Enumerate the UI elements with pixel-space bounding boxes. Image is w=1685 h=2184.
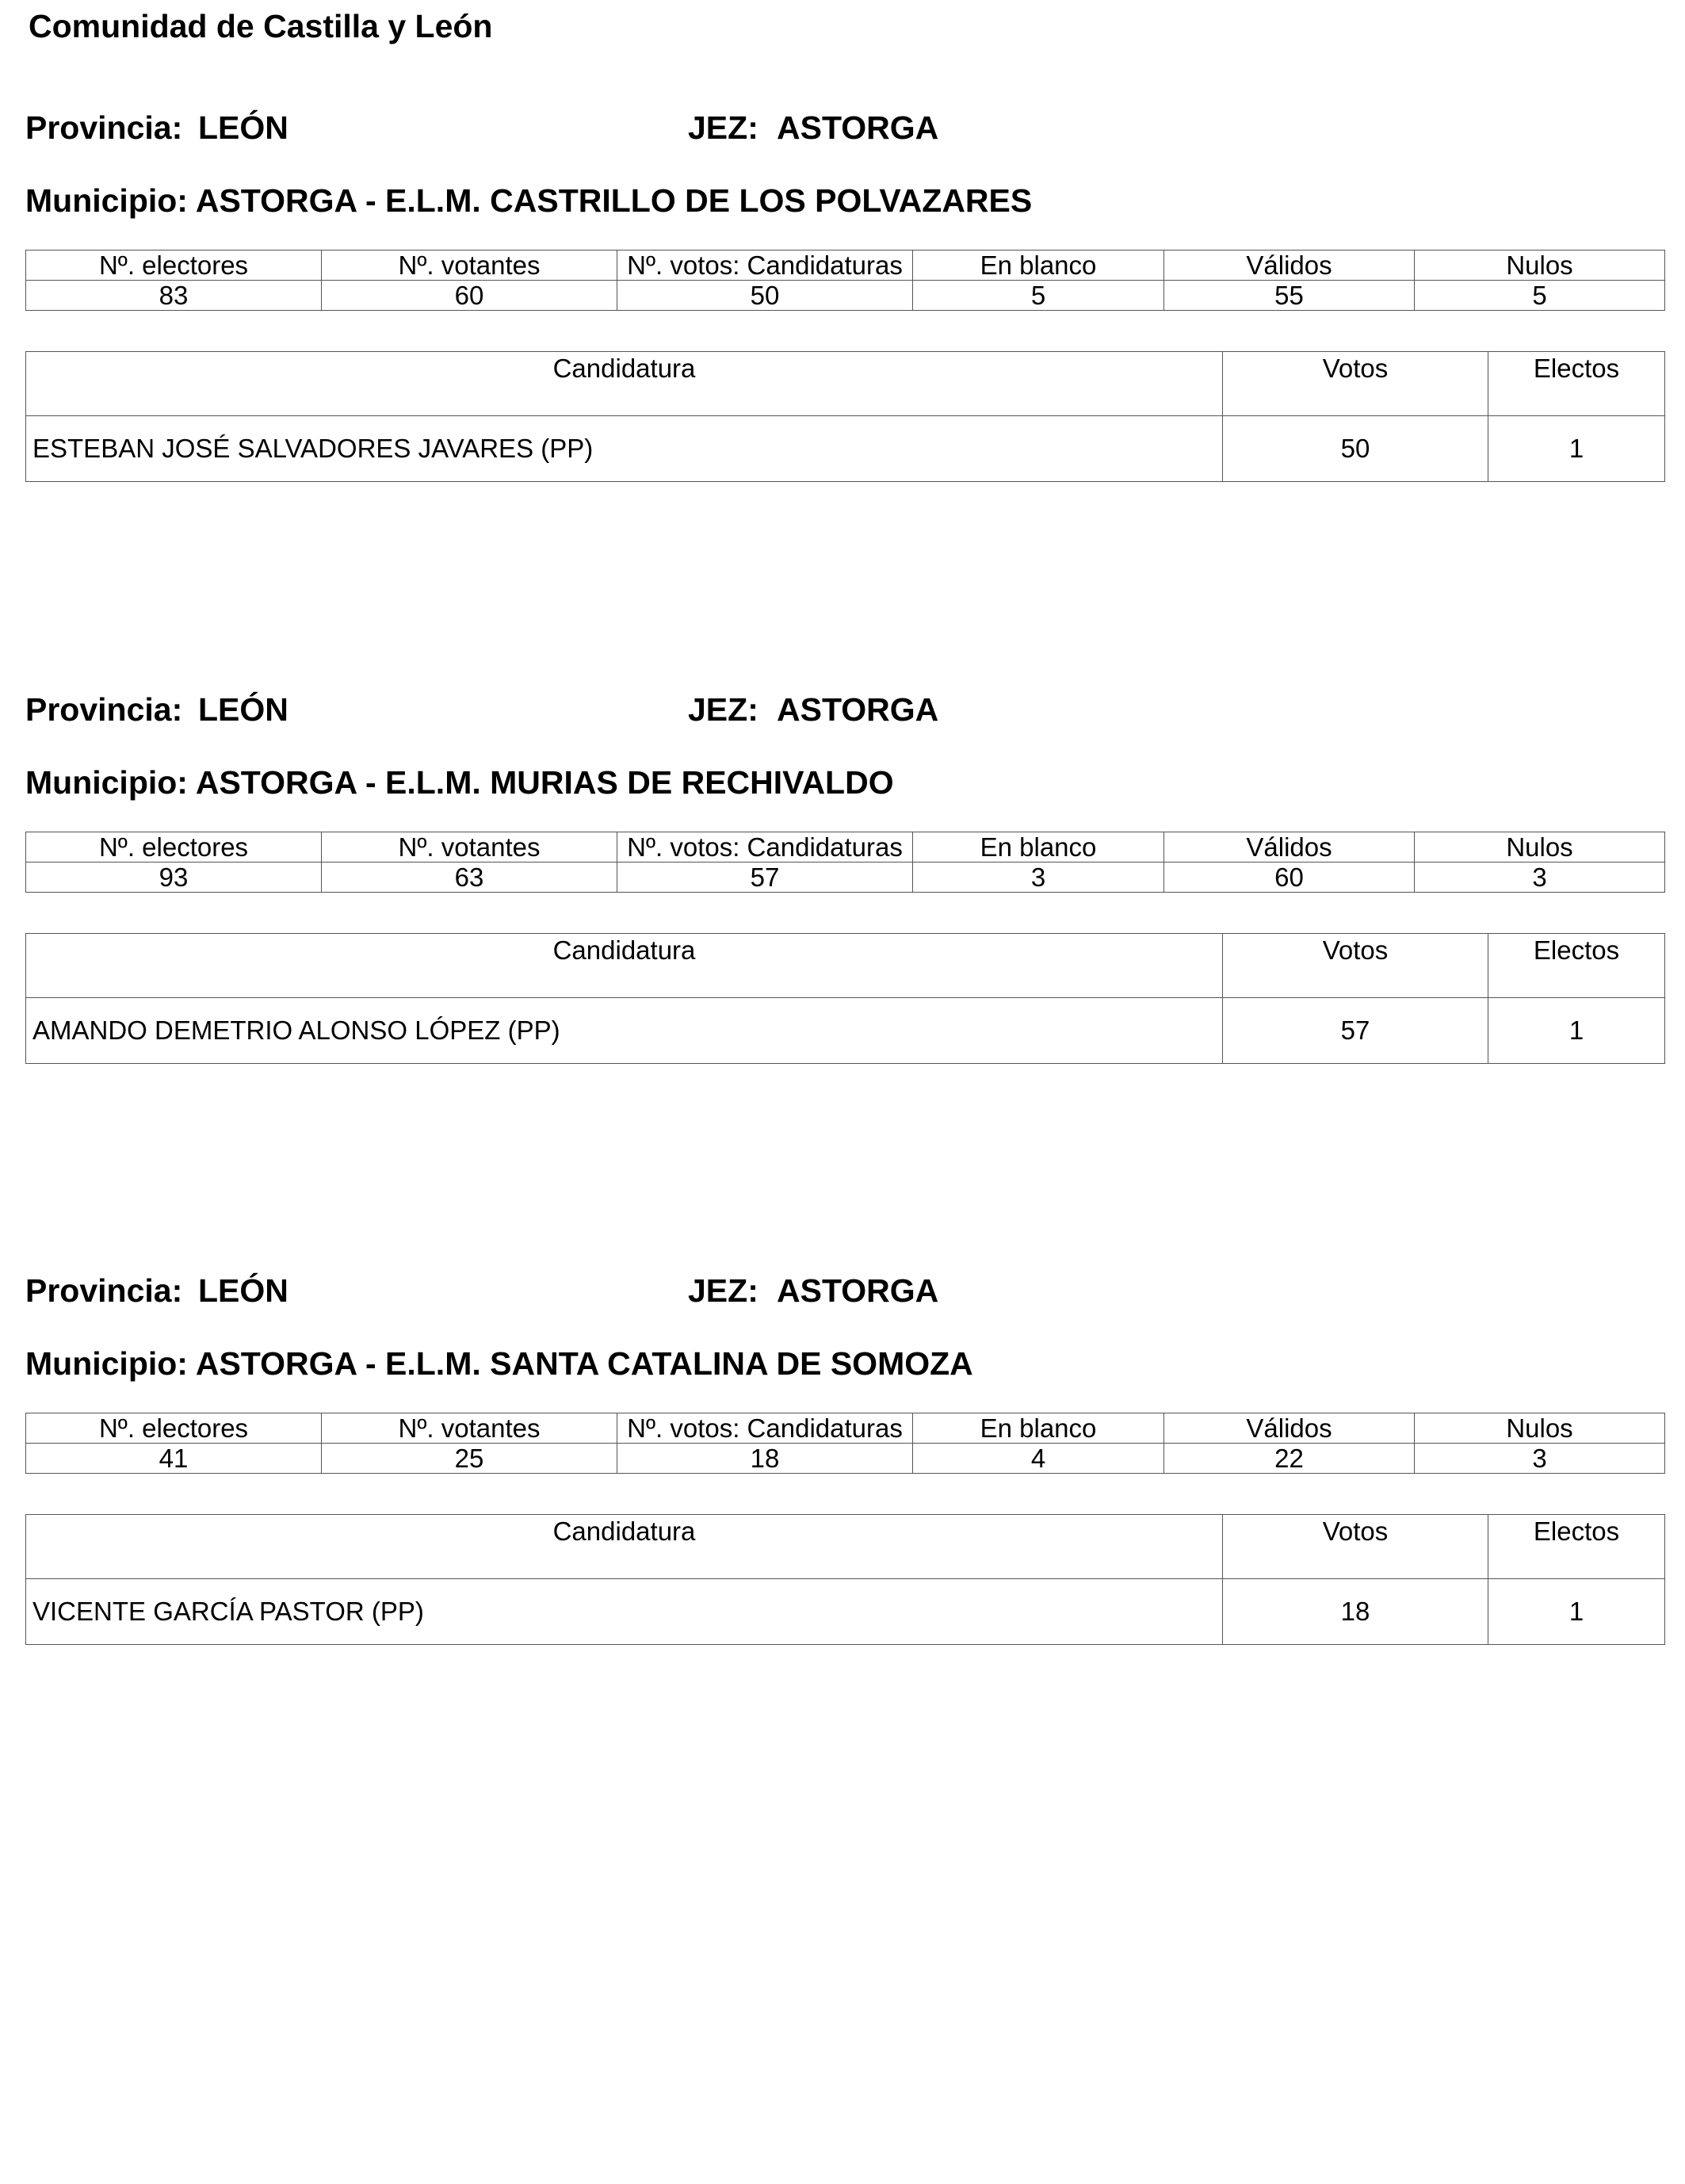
municipality-block-murias [25,691,1664,1048]
candidate-votos: 18 [1223,1579,1488,1645]
stats-votos-candidaturas: 57 [617,863,913,893]
candidate-electos: 1 [1488,1579,1665,1645]
stats-header-validos: Válidos [1164,832,1415,863]
municipio-label: Municipio: [25,764,188,801]
jez-label: JEZ: [688,1272,758,1309]
candidates-table [25,1514,1665,1645]
provincia-value: LEÓN [198,109,288,146]
stats-votantes: 63 [322,863,617,893]
stats-table [25,1413,1665,1474]
candidates-header-row [26,934,1665,998]
header-votos: Votos [1223,1515,1488,1579]
stats-electores: 93 [26,863,322,893]
stats-votantes: 60 [322,281,617,311]
stats-en-blanco: 5 [913,281,1164,311]
candidate-row [26,416,1665,482]
municipio-heading [25,764,894,801]
stats-header-en-blanco: En blanco [913,832,1164,863]
candidate-row [26,998,1665,1064]
header-candidatura: Candidatura [26,934,1223,998]
stats-header-electores: Nº. electores [26,832,322,863]
jez-label: JEZ: [688,691,758,728]
municipio-value: ASTORGA - E.L.M. SANTA CATALINA DE SOMOZA [195,1345,973,1382]
stats-electores: 83 [26,281,322,311]
candidates-header-row [26,1515,1665,1579]
jez-label: JEZ: [688,109,758,146]
stats-header-en-blanco: En blanco [913,1413,1164,1444]
community-title: Comunidad de Castilla y León [29,8,493,44]
stats-en-blanco: 4 [913,1444,1164,1474]
jez-value: ASTORGA [777,109,939,146]
header-votos: Votos [1223,352,1488,416]
candidate-electos: 1 [1488,416,1665,482]
province-row [25,691,1664,739]
stats-header-votantes: Nº. votantes [322,1413,617,1444]
candidates-table [25,933,1665,1064]
province-row [25,1272,1664,1320]
stats-header-nulos: Nulos [1415,832,1665,863]
stats-header-nulos: Nulos [1415,1413,1665,1444]
stats-electores: 41 [26,1444,322,1474]
provincia-label: Provincia: [25,109,183,146]
header-electos: Electos [1488,1515,1665,1579]
stats-table [25,250,1665,311]
stats-validos: 22 [1164,1444,1415,1474]
municipio-label: Municipio: [25,1345,188,1382]
municipio-heading [25,1345,973,1383]
stats-header-votantes: Nº. votantes [322,251,617,281]
stats-nulos: 3 [1415,863,1665,893]
provincia-value: LEÓN [198,1272,288,1309]
provincia-label: Provincia: [25,1272,183,1309]
stats-value-row [26,863,1665,893]
stats-header-row [26,1413,1665,1444]
stats-header-electores: Nº. electores [26,1413,322,1444]
candidates-table [25,351,1665,482]
stats-nulos: 5 [1415,281,1665,311]
municipio-value: ASTORGA - E.L.M. CASTRILLO DE LOS POLVAZARES [195,182,1033,219]
stats-nulos: 3 [1415,1444,1665,1474]
stats-votos-candidaturas: 50 [617,281,913,311]
header-electos: Electos [1488,934,1665,998]
municipio-heading [25,182,1032,220]
jez-value: ASTORGA [777,1272,939,1309]
stats-header-row [26,251,1665,281]
header-candidatura: Candidatura [26,352,1223,416]
provincia-label: Provincia: [25,691,183,728]
stats-header-en-blanco: En blanco [913,251,1164,281]
municipio-value: ASTORGA - E.L.M. MURIAS DE RECHIVALDO [195,764,894,801]
candidates-header-row [26,352,1665,416]
candidate-votos: 57 [1223,998,1488,1064]
stats-table [25,832,1665,893]
province-row [25,109,1664,157]
candidate-name: VICENTE GARCÍA PASTOR (PP) [26,1579,1223,1645]
header-votos: Votos [1223,934,1488,998]
header-candidatura: Candidatura [26,1515,1223,1579]
stats-header-votos-candidaturas: Nº. votos: Candidaturas [617,832,913,863]
stats-value-row [26,1444,1665,1474]
stats-header-nulos: Nulos [1415,251,1665,281]
stats-header-validos: Válidos [1164,251,1415,281]
header-electos: Electos [1488,352,1665,416]
stats-header-row [26,832,1665,863]
candidate-name: ESTEBAN JOSÉ SALVADORES JAVARES (PP) [26,416,1223,482]
candidate-row [26,1579,1665,1645]
municipio-label: Municipio: [25,182,188,219]
stats-votantes: 25 [322,1444,617,1474]
candidate-electos: 1 [1488,998,1665,1064]
stats-validos: 60 [1164,863,1415,893]
municipality-block-santa-catalina [25,1272,1664,1629]
stats-header-validos: Válidos [1164,1413,1415,1444]
stats-value-row [26,281,1665,311]
provincia-value: LEÓN [198,691,288,728]
municipality-block-castrillo [25,109,1664,466]
stats-header-electores: Nº. electores [26,251,322,281]
jez-value: ASTORGA [777,691,939,728]
stats-validos: 55 [1164,281,1415,311]
stats-header-votantes: Nº. votantes [322,832,617,863]
stats-header-votos-candidaturas: Nº. votos: Candidaturas [617,251,913,281]
stats-header-votos-candidaturas: Nº. votos: Candidaturas [617,1413,913,1444]
candidate-votos: 50 [1223,416,1488,482]
candidate-name: AMANDO DEMETRIO ALONSO LÓPEZ (PP) [26,998,1223,1064]
stats-votos-candidaturas: 18 [617,1444,913,1474]
stats-en-blanco: 3 [913,863,1164,893]
